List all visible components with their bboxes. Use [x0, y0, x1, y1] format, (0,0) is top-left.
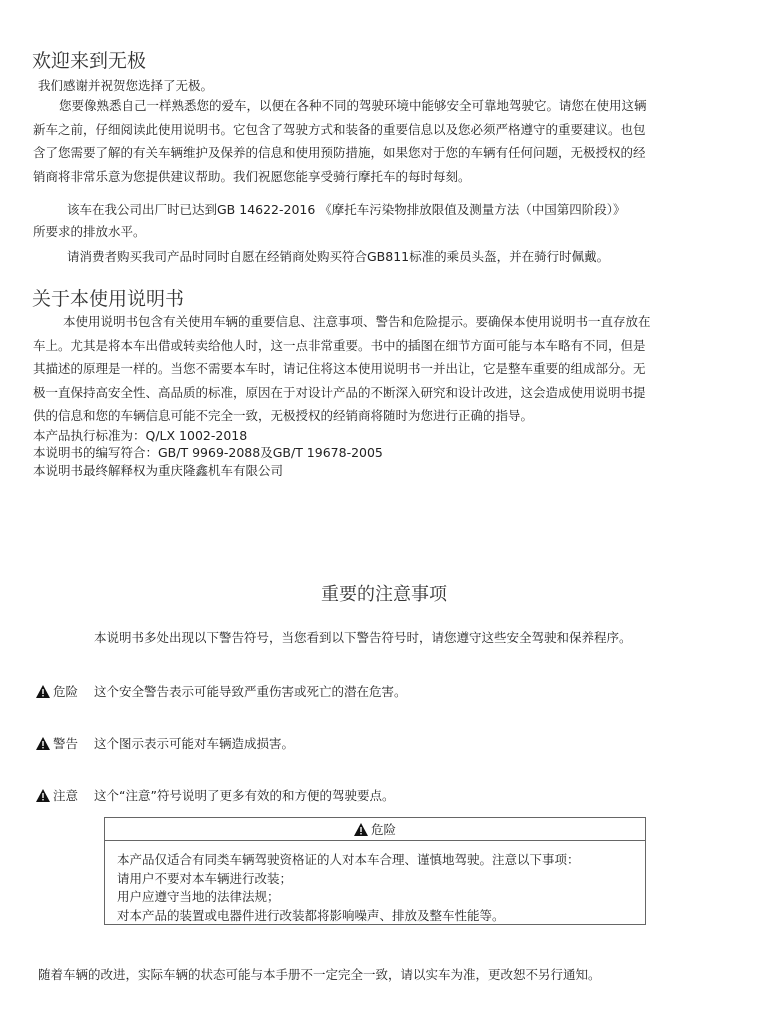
- warning-row-warning: [36, 734, 294, 752]
- about-line: 本使用说明书包含有关使用车辆的重要信息、注意事项、警告和危险提示。要确保本使用说明书一直存放在: [63, 314, 651, 329]
- warning-row-danger: [36, 682, 407, 700]
- danger-box-body: [105, 841, 645, 925]
- warning-tag: [36, 786, 94, 804]
- warning-triangle-icon: [36, 789, 50, 802]
- warning-tag-label: 危险: [53, 684, 79, 699]
- emission-line: 所要求的排放水平。: [33, 223, 146, 239]
- about-paragraph: [33, 310, 723, 428]
- warning-triangle-icon: [354, 823, 368, 836]
- danger-line: 本产品仅适合有同类车辆驾驶资格证的人对本车合理、谨慎地驾驶。注意以下事项：: [117, 852, 580, 867]
- welcome-heading: 欢迎来到无极: [32, 50, 147, 72]
- compile-text: 本说明书的编写符合：GB/T 9969-2088及GB/T 19678-2005: [33, 445, 383, 460]
- notice-intro: 本说明书多处出现以下警告符号，当您看到以下警告符号时，请您遵守这些安全驾驶和保养程序。: [94, 630, 632, 645]
- rights-text: 本说明书最终解释权为重庆隆鑫机车有限公司: [33, 463, 284, 478]
- danger-box: [104, 817, 646, 925]
- intro-line: 销商将非常乐意为您提供建议帮助。我们祝愿您能享受骑行摩托车的每时每刻。: [33, 168, 471, 184]
- warning-tag-label: 注意: [53, 788, 79, 803]
- warning-tag: [36, 682, 94, 700]
- emission-paragraph: [33, 198, 723, 242]
- about-line: 极一直保持高安全性、高品质的标准，原因在于对设计产品的不断深入研究和设计改进，这会造成使用说明书提: [33, 384, 646, 400]
- warning-text: 这个“注意”符号说明了更多有效的和方便的驾驶要点。: [94, 788, 395, 803]
- danger-line: 对本产品的装置或电器件进行改装都将影响噪声、排放及整车性能等。: [117, 907, 505, 923]
- about-line: 其描述的原理是一样的。当您不需要本车时，请记住将这本使用说明书一并出让，它是整车重要的组成部分。无: [33, 361, 646, 376]
- about-heading: 关于本使用说明书: [32, 288, 185, 310]
- about-line: 车上。尤其是将本车出借或转卖给他人时，这一点非常重要。书中的插图在细节方面可能与本车略有不同，但是: [33, 337, 646, 353]
- warning-text: 这个安全警告表示可能导致严重伤害或死亡的潜在危害。: [94, 684, 407, 699]
- helmet-text: 请消费者购买我司产品时同时自愿在经销商处购买符合GB811标准的乘员头盔，并在骑行时佩戴。: [67, 249, 610, 264]
- warning-triangle-icon: [36, 685, 50, 698]
- intro-paragraph: [33, 94, 723, 188]
- emission-line: 该车在我公司出厂时已达到GB 14622-2016 《摩托车污染物排放限值及测量方法（中国第四阶段）》: [67, 202, 626, 217]
- thanks-text: 我们感谢并祝贺您选择了无极。: [38, 78, 214, 93]
- intro-line: 新车之前，仔细阅读此使用说明书。它包含了驾驶方式和装备的重要信息以及您必须严格遵守的重要建议。也包: [33, 121, 646, 137]
- footer-note: 随着车辆的改进，实际车辆的状态可能与本手册不一定完全一致，请以实车为准，更改恕不另行通知。: [38, 966, 601, 982]
- danger-line: 用户应遵守当地的法律法规；: [117, 889, 280, 904]
- warning-triangle-icon: [36, 737, 50, 750]
- about-line: 供的信息和您的车辆信息可能不完全一致，无极授权的经销商将随时为您进行正确的指导。: [33, 408, 534, 423]
- warning-text: 这个图示表示可能对车辆造成损害。: [94, 736, 295, 751]
- standard-text: 本产品执行标准为：Q/LX 1002-2018: [33, 428, 248, 443]
- danger-box-title: 危险: [370, 822, 396, 837]
- warning-row-caution: [36, 786, 394, 804]
- intro-line: 您要像熟悉自己一样熟悉您的爱车，以便在各种不同的驾驶环境中能够安全可靠地驾驶它。请您在使用这辆: [59, 98, 647, 113]
- warning-tag-label: 警告: [53, 736, 79, 751]
- danger-box-header: [105, 818, 645, 841]
- danger-line: 请用户不要对本车辆进行改装；: [117, 870, 293, 886]
- intro-line: 含了您需要了解的有关车辆维护及保养的信息和使用预防措施，如果您对于您的车辆有任何问题，无极授权的经: [33, 145, 646, 160]
- warning-tag: [36, 734, 94, 752]
- notice-title: 重要的注意事项: [321, 584, 447, 605]
